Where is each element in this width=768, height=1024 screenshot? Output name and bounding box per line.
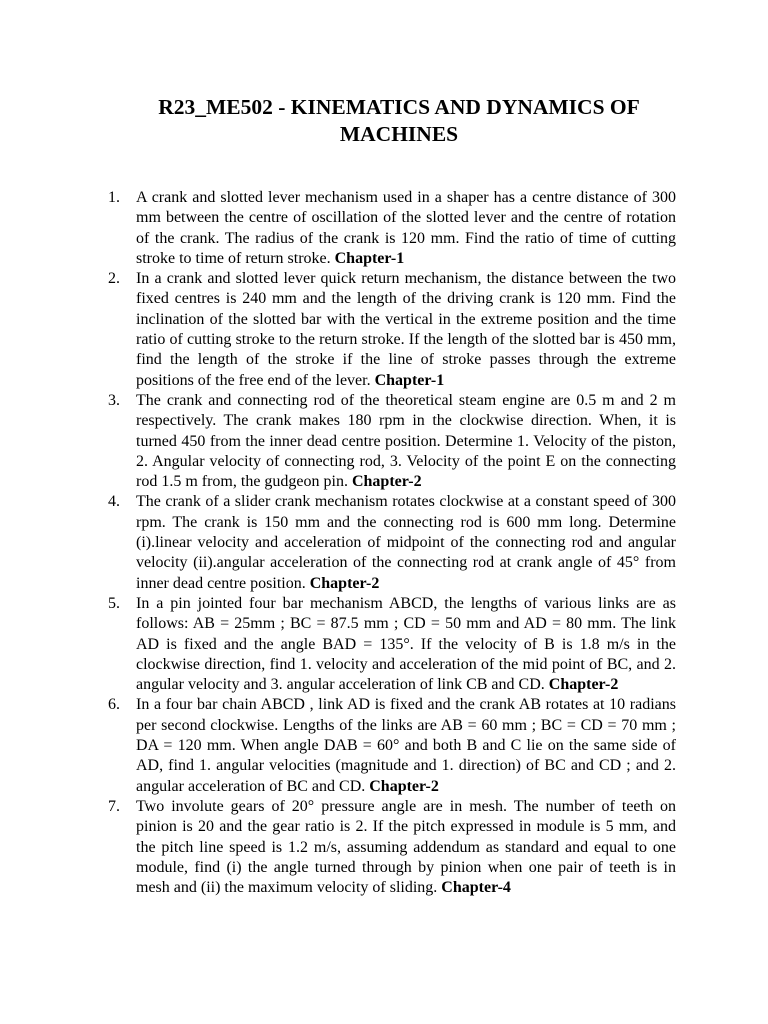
question-body (136, 391, 676, 492)
question-number: 2. (108, 270, 120, 288)
chapter-tag: Chapter-1 (374, 371, 445, 389)
question-body (136, 594, 676, 695)
question-item (108, 695, 676, 796)
question-number: 6. (108, 696, 120, 714)
question-number: 7. (108, 797, 120, 815)
question-item (108, 269, 676, 391)
question-body (136, 492, 676, 593)
chapter-tag: Chapter-2 (548, 676, 619, 694)
question-number: 1. (108, 189, 120, 206)
question-item (108, 391, 676, 492)
question-text: The crank of a slider crank mechanism rotates clockwise at a constant speed of 300 rpm. The crank is 150 mm and the connecting rod is 600 mm long. Determine (i).linear velocity and acceleration of midpoint of the connecting rod and angular velocity (ii).angular acceleration of the connecting rod at crank angle of 45° from inner dead centre position. (136, 493, 676, 592)
question-item (108, 594, 676, 695)
chapter-tag: Chapter-2 (369, 777, 439, 795)
question-item (108, 797, 676, 898)
chapter-tag: Chapter-2 (351, 473, 422, 491)
question-list (108, 188, 676, 898)
question-body (136, 797, 676, 898)
question-text: In a pin jointed four bar mechanism ABCD, the lengths of various links are as follows: AB = 25mm ; BC = 87.5 mm ; CD = 50 mm and AD = 80 mm. The link AD is fixed and the angle BAD = 135°. If the velocity of B is 1.8 m/s in the clockwise direction, find 1. velocity and acceleration of the mid point of BC, and 2. angular velocity and 3. angular acceleration of link CB and CD. (136, 594, 676, 694)
question-text: The crank and connecting rod of the theoretical steam engine are 0.5 m and 2 m respectively. The crank makes 180 rpm in the clockwise direction. When, it is turned 450 from the inner dead centre position. Determine 1. Velocity of the piston, 2. Angular velocity of connecting rod, 3. Velocity of the point E on the connecting rod 1.5 m from, the gudgeon pin. (136, 391, 676, 491)
question-item (108, 188, 676, 269)
question-body (136, 695, 676, 796)
question-text: In a crank and slotted lever quick return mechanism, the distance between the two fixed centres is 240 mm and the length of the driving crank is 120 mm. Find the inclination of the slotted bar with the vertical in the extreme position and the time ratio of cutting stroke to the return stroke. If the length of the slotted bar is 450 mm, find the length of the stroke if the line of stroke passes through the extreme positions of the free end of the lever. (136, 270, 676, 389)
question-item (108, 492, 676, 593)
question-text: A crank and slotted lever mechanism used in a shaper has a centre distance of 300 mm between the centre of oscillation of the slotted lever and the centre of rotation of the crank. The radius of the crank is 120 mm. Find the ratio of time of cutting stroke to time of return stroke. (136, 189, 676, 267)
question-number: 3. (108, 391, 120, 409)
question-number: 5. (108, 594, 120, 612)
chapter-tag: Chapter-2 (309, 574, 380, 592)
question-number: 4. (108, 493, 120, 511)
chapter-tag: Chapter-4 (441, 879, 511, 897)
document-title: R23_ME502 - KINEMATICS AND DYNAMICS OF MACHINES (158, 95, 640, 146)
question-body (136, 188, 676, 269)
chapter-tag: Chapter-1 (334, 249, 405, 267)
question-text: In a four bar chain ABCD , link AD is fixed and the crank AB rotates at 10 radians per second clockwise. Lengths of the links are AB = 60 mm ; BC = CD = 70 mm ; DA = 120 mm. When angle DAB = 60° and both B and C lie on the same side of AD, find 1. angular velocities (magnitude and 1. direction) of BC and CD ; and 2. angular acceleration of BC and CD. (136, 696, 676, 795)
question-text: Two involute gears of 20° pressure angle are in mesh. The number of teeth on pinion is 20 and the gear ratio is 2. If the pitch expressed in module is 5 mm, and the pitch line speed is 1.2 m/s, assuming addendum as standard and equal to one module, find (i) the angle turned through by pinion when one pair of teeth is in mesh and (ii) the maximum velocity of sliding. (136, 797, 676, 897)
question-body (136, 269, 676, 391)
